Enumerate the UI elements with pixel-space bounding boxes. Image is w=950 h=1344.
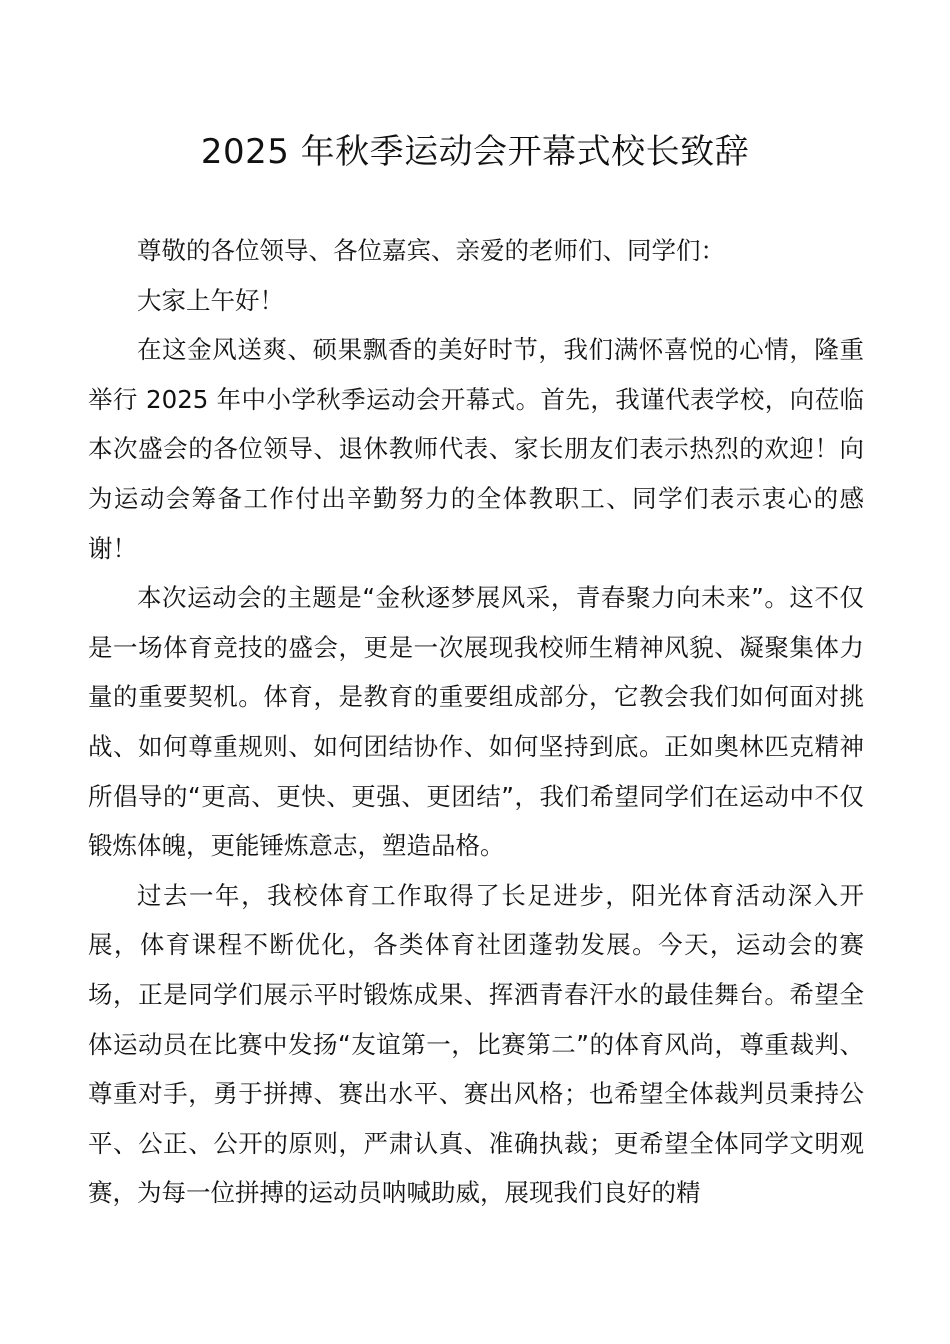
document-title: 2025 年秋季运动会开幕式校长致辞 [200,132,750,172]
body-paragraph: 本次运动会的主题是“金秋逐梦展风采，青春聚力向未来”。这不仅是一场体育竞技的盛会，更是一次展现我校师生精神风貌、凝聚集体力量的重要契机。体育，是教育的重要组成部分，它教会我们如何面对挑战、如何尊重规则、如何团结协作、如何坚持到底。正如奥林匹克精神所倡导的“更高、更快、更强、更团结”，我们希望同学们在运动中不仅锻炼体魄，更能锤炼意志，塑造品格。 [88,583,864,861]
greeting-paragraph: 大家上午好！ [137,285,284,315]
document-body [88,226,864,1218]
body-paragraph: 过去一年，我校体育工作取得了长足进步，阳光体育活动深入开展，体育课程不断优化，各类体育社团蓬勃发展。今天，运动会的赛场，正是同学们展示平时锻炼成果、挥洒青春汗水的最佳舞台。希望全体运动员在比赛中发扬“友谊第一，比赛第二”的体育风尚，尊重裁判、尊重对手，勇于拼搏、赛出水平、赛出风格；也希望全体裁判员秉持公平、公正、公开的原则，严肃认真、准确执裁；更希望全体同学文明观赛，为每一位拼搏的运动员呐喊助威，展现我们良好的精 [88,880,864,1208]
body-paragraph: 在这金风送爽、硕果飘香的美好时节，我们满怀喜悦的心情，隆重举行 2025 年中小学秋季运动会开幕式。首先，我谨代表学校，向莅临本次盛会的各位领导、退休教师代表、家长朋友们表示热烈的欢迎！向为运动会筹备工作付出辛勤努力的全体教职工、同学们表示衷心的感谢！ [88,335,864,563]
salutation-paragraph: 尊敬的各位领导、各位嘉宾、亲爱的老师们、同学们： [137,236,725,265]
